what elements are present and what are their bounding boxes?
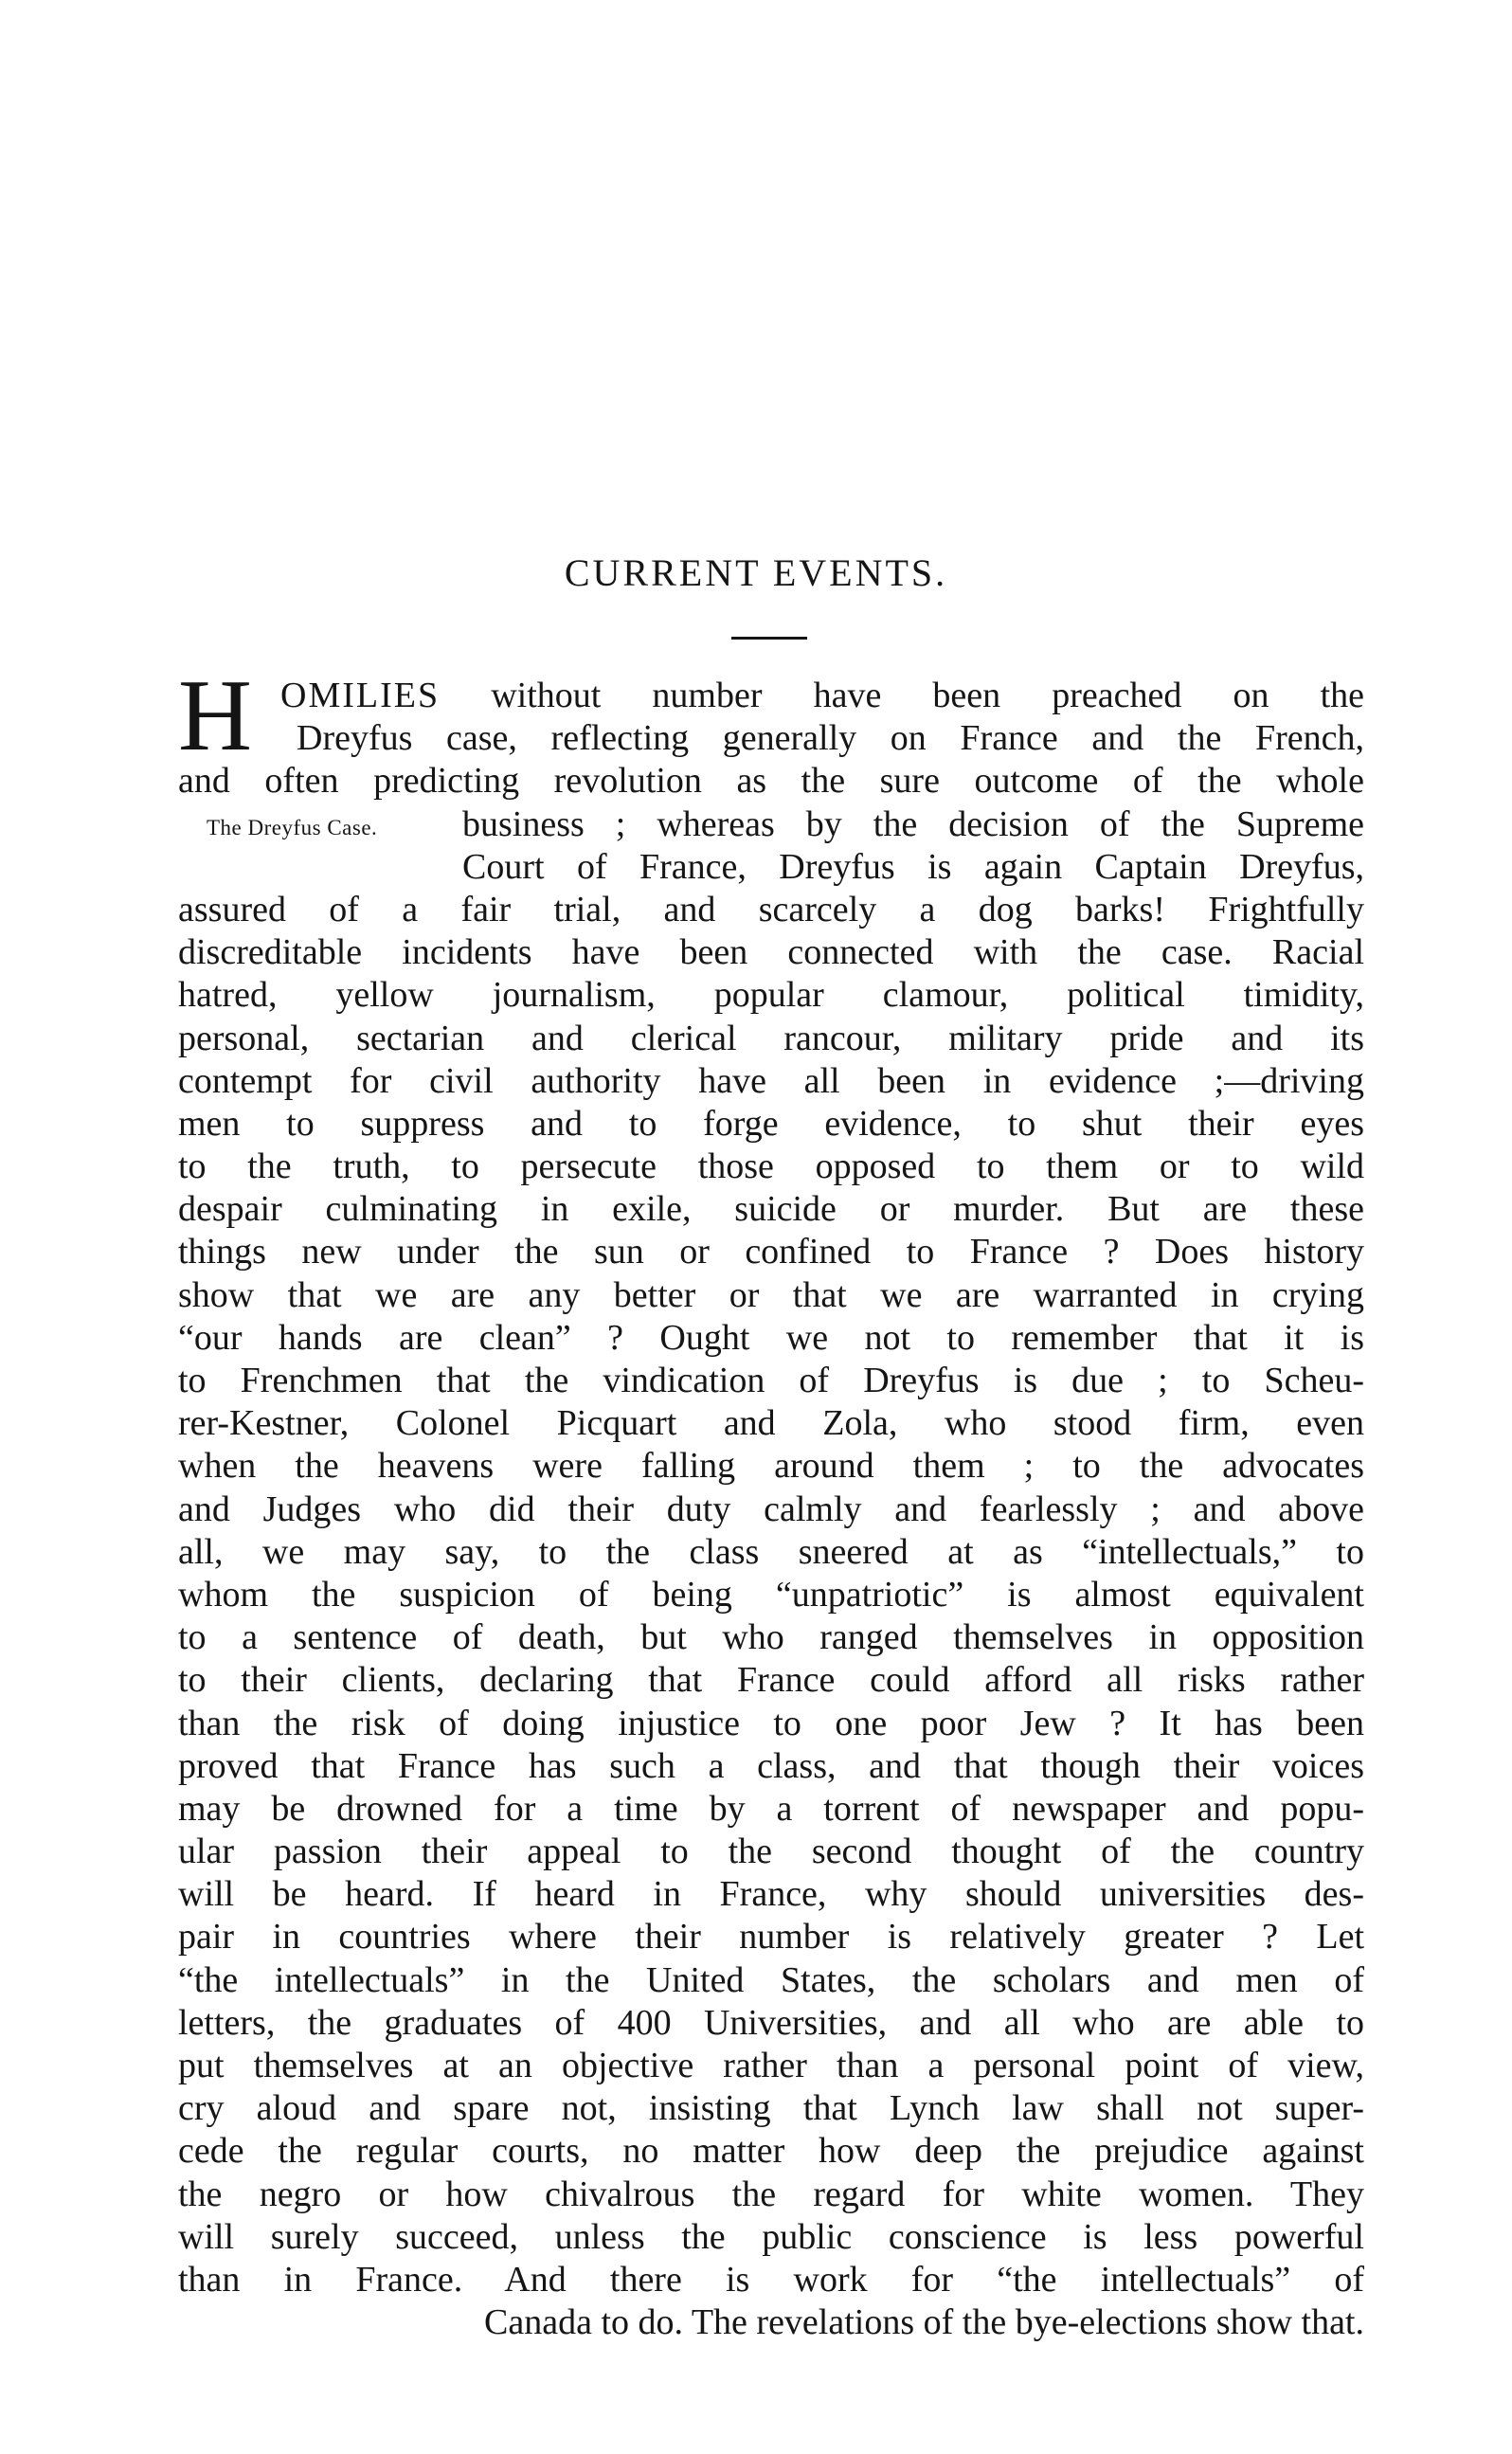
- text-line: assured of a fair trial, and scarcely a dog barks! Frightfully: [178, 889, 1364, 929]
- text-line: to the truth, to persecute those opposed to them or to wild: [178, 1146, 1364, 1187]
- text-line: put themselves at an objective rather than a personal point of view,: [178, 2046, 1364, 2085]
- text-line: than in France. And there is work for “the intellectuals” of: [178, 2259, 1364, 2300]
- text-line: business ; whereas by the decision of the Supreme: [462, 803, 1364, 844]
- text-line: Court of France, Dreyfus is again Captain Dreyfus,: [462, 846, 1364, 887]
- text-line: and Judges who did their duty calmly and fearlessly ; and above: [178, 1489, 1364, 1529]
- text-line: ular passion their appeal to the second thought of the country: [178, 1831, 1364, 1872]
- text-line: all, we may say, to the class sneered at as “intellectuals,” to: [178, 1531, 1364, 1572]
- title-rule: [731, 637, 807, 640]
- margin-note: The Dreyfus Case.: [207, 816, 378, 839]
- text-line: [178, 675, 1364, 717]
- text-line: men to suppress and to forge evidence, to shut their eyes: [178, 1103, 1364, 1144]
- text-line: cede the regular courts, no matter how deep the prejudice against: [178, 2131, 1364, 2172]
- text-line: proved that France has such a class, and that though their voices: [178, 1745, 1364, 1786]
- text-line: than the risk of doing injustice to one poor Jew ? It has been: [178, 1703, 1364, 1743]
- text-line: contempt for civil authority have all been in evidence ;—driving: [178, 1060, 1364, 1101]
- text-line: and often predicting revolution as the sure outcome of the whole: [178, 761, 1364, 802]
- text-line: pair in countries where their number is relatively greater ? Let: [178, 1917, 1364, 1958]
- text-line: letters, the graduates of 400 Universities, and all who are able to: [178, 2002, 1364, 2043]
- text-line: hatred, yellow journalism, popular clamour, political timidity,: [178, 975, 1364, 1016]
- text-line: when the heavens were falling around them ; to the advocates: [178, 1446, 1364, 1487]
- text-line: the negro or how chivalrous the regard for white women. They: [178, 2174, 1364, 2214]
- text-line: rer-Kestner, Colonel Picquart and Zola, who stood firm, even: [178, 1403, 1364, 1444]
- text-line: discreditable incidents have been connected with the case. Racial: [178, 932, 1364, 973]
- text-line: personal, sectarian and clerical rancour, military pride and its: [178, 1018, 1364, 1058]
- page-title: CURRENT EVENTS.: [564, 551, 948, 594]
- text-line: to Frenchmen that the vindication of Dreyfus is due ; to Scheu-: [178, 1361, 1364, 1400]
- text-line: whom the suspicion of being “unpatriotic” is almost equivalent: [178, 1574, 1364, 1615]
- text-line: will surely succeed, unless the public conscience is less powerful: [178, 2216, 1364, 2257]
- text-line: “our hands are clean” ? Ought we not to remember that it is: [178, 1317, 1364, 1358]
- text-line: will be heard. If heard in France, why should universities des-: [178, 1874, 1364, 1915]
- text-line: things new under the sun or confined to France ? Does history: [178, 1232, 1364, 1272]
- text-line: show that we are any better or that we are warranted in crying: [178, 1274, 1364, 1315]
- article-body: [178, 675, 1364, 2344]
- text-line: “the intellectuals” in the United States, the scholars and men of: [178, 1959, 1364, 2000]
- text-line: may be drowned for a time by a torrent of newspaper and popu-: [178, 1788, 1364, 1829]
- text-line: to their clients, declaring that France could afford all risks rather: [178, 1660, 1364, 1701]
- text-line: despair culminating in exile, suicide or murder. But are these: [178, 1189, 1364, 1230]
- text-line: Canada to do. The revelations of the bye-elections show that.: [484, 2302, 1364, 2343]
- text-line: to a sentence of death, but who ranged themselves in opposition: [178, 1617, 1364, 1658]
- text-line: Dreyfus case, reflecting generally on France and the French,: [297, 718, 1364, 759]
- text-line: cry aloud and spare not, insisting that Lynch law shall not super-: [178, 2088, 1364, 2129]
- first-word: OMILIES: [280, 676, 441, 715]
- line-text: without number have been preached on the: [440, 676, 1364, 715]
- drop-cap: H: [178, 659, 252, 772]
